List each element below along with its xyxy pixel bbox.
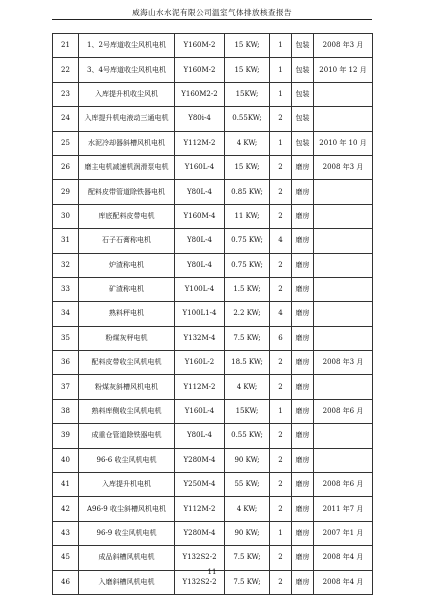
equipment-name-cell: 水泥冷却器斜槽风机电机 (79, 131, 175, 155)
model-cell: Y160L-4 (175, 155, 225, 179)
table-row (53, 351, 373, 375)
location-cell: 磨房 (292, 229, 314, 253)
row-number-cell: 41 (53, 473, 79, 497)
date-cell (314, 229, 373, 253)
power-cell: 4 KW; (225, 497, 270, 521)
row-number-cell: 42 (53, 497, 79, 521)
model-cell: Y280M-4 (175, 521, 225, 545)
table-row (53, 131, 373, 155)
date-cell: 2008 年3 月 (314, 351, 373, 375)
power-cell: 7.5 KW; (225, 570, 270, 594)
location-cell: 磨房 (292, 473, 314, 497)
table-row (53, 399, 373, 423)
quantity-cell: 2 (270, 351, 292, 375)
power-cell: 0.75 KW; (225, 229, 270, 253)
table-row (53, 253, 373, 277)
quantity-cell: 1 (270, 399, 292, 423)
table-row (53, 473, 373, 497)
quantity-cell: 4 (270, 229, 292, 253)
model-cell: Y160M-2 (175, 58, 225, 82)
power-cell: 0.55 KW; (225, 424, 270, 448)
date-cell: 2008 年4 月 (314, 546, 373, 570)
power-cell: 7.5 KW; (225, 326, 270, 350)
table-row (53, 375, 373, 399)
row-number-cell: 22 (53, 58, 79, 82)
table-row (53, 107, 373, 131)
equipment-name-cell: 矿渣称电机 (79, 277, 175, 301)
table-row (53, 82, 373, 106)
model-cell: Y100L-4 (175, 277, 225, 301)
equipment-name-cell: 磨主电机减速机润滑泵电机 (79, 155, 175, 179)
equipment-name-cell: 粉煤灰斜槽风机电机 (79, 375, 175, 399)
table-row (53, 229, 373, 253)
quantity-cell: 2 (270, 473, 292, 497)
quantity-cell: 2 (270, 546, 292, 570)
location-cell: 磨房 (292, 570, 314, 594)
row-number-cell: 25 (53, 131, 79, 155)
table-row (53, 277, 373, 301)
quantity-cell: 2 (270, 155, 292, 179)
date-cell (314, 326, 373, 350)
quantity-cell: 1 (270, 82, 292, 106)
date-cell (314, 375, 373, 399)
equipment-table-body (53, 34, 373, 595)
quantity-cell: 2 (270, 375, 292, 399)
quantity-cell: 1 (270, 131, 292, 155)
table-row (53, 448, 373, 472)
table-row (53, 302, 373, 326)
quantity-cell: 1 (270, 521, 292, 545)
row-number-cell: 32 (53, 253, 79, 277)
row-number-cell: 26 (53, 155, 79, 179)
quantity-cell: 2 (270, 180, 292, 204)
row-number-cell: 46 (53, 570, 79, 594)
row-number-cell: 29 (53, 180, 79, 204)
row-number-cell: 31 (53, 229, 79, 253)
location-cell: 磨房 (292, 497, 314, 521)
date-cell (314, 277, 373, 301)
quantity-cell: 6 (270, 326, 292, 350)
table-row (53, 34, 373, 58)
row-number-cell: 24 (53, 107, 79, 131)
equipment-name-cell: 粉煤灰秤电机 (79, 326, 175, 350)
date-cell (314, 204, 373, 228)
model-cell: Y80L-4 (175, 253, 225, 277)
row-number-cell: 33 (53, 277, 79, 301)
date-cell (314, 302, 373, 326)
quantity-cell: 2 (270, 107, 292, 131)
equipment-name-cell: 熟料秤电机 (79, 302, 175, 326)
model-cell: Y80L-4 (175, 424, 225, 448)
model-cell: Y100L1-4 (175, 302, 225, 326)
equipment-name-cell: 入磨斜槽风机电机 (79, 570, 175, 594)
row-number-cell: 21 (53, 34, 79, 58)
date-cell: 2007 年1 月 (314, 521, 373, 545)
location-cell: 磨房 (292, 302, 314, 326)
date-cell: 2008 年3 月 (314, 155, 373, 179)
equipment-name-cell: 96-6 收尘风机电机 (79, 448, 175, 472)
table-row (53, 521, 373, 545)
equipment-name-cell: 3、4号库道收尘风机电机 (79, 58, 175, 82)
table-row (53, 58, 373, 82)
equipment-name-cell: 库底配料皮带电机 (79, 204, 175, 228)
row-number-cell: 45 (53, 546, 79, 570)
power-cell: 11 KW; (225, 204, 270, 228)
table-row (53, 326, 373, 350)
date-cell: 2008 年6 月 (314, 473, 373, 497)
model-cell: Y112M-2 (175, 497, 225, 521)
model-cell: Y160M-4 (175, 204, 225, 228)
model-cell: Y280M-4 (175, 448, 225, 472)
row-number-cell: 38 (53, 399, 79, 423)
power-cell: 90 KW; (225, 448, 270, 472)
date-cell (314, 107, 373, 131)
location-cell: 包装 (292, 82, 314, 106)
location-cell: 磨房 (292, 204, 314, 228)
location-cell: 包装 (292, 107, 314, 131)
quantity-cell: 2 (270, 424, 292, 448)
location-cell: 磨房 (292, 448, 314, 472)
row-number-cell: 43 (53, 521, 79, 545)
power-cell: 2.2 KW; (225, 302, 270, 326)
power-cell: 4 KW; (225, 375, 270, 399)
row-number-cell: 36 (53, 351, 79, 375)
date-cell: 2010 年 10 月 (314, 131, 373, 155)
date-cell (314, 82, 373, 106)
quantity-cell: 2 (270, 448, 292, 472)
date-cell (314, 253, 373, 277)
location-cell: 磨房 (292, 253, 314, 277)
quantity-cell: 2 (270, 277, 292, 301)
model-cell: Y112M-2 (175, 375, 225, 399)
model-cell: Y80L-4 (175, 229, 225, 253)
location-cell: 磨房 (292, 521, 314, 545)
row-number-cell: 37 (53, 375, 79, 399)
row-number-cell: 23 (53, 82, 79, 106)
equipment-name-cell: 成品斜槽风机电机 (79, 546, 175, 570)
table-row (53, 546, 373, 570)
location-cell: 磨房 (292, 546, 314, 570)
report-header: 威海山水水泥有限公司温室气体排放核查报告 (132, 8, 292, 17)
date-cell (314, 424, 373, 448)
table-row (53, 180, 373, 204)
equipment-name-cell: 石子石膏称电机 (79, 229, 175, 253)
model-cell: Y132S2-2 (175, 546, 225, 570)
model-cell: Y160M2-2 (175, 82, 225, 106)
row-number-cell: 39 (53, 424, 79, 448)
model-cell: Y160L-4 (175, 399, 225, 423)
power-cell: 0.75 KW; (225, 253, 270, 277)
location-cell: 包装 (292, 58, 314, 82)
power-cell: 7.5 KW; (225, 546, 270, 570)
power-cell: 15 KW; (225, 155, 270, 179)
quantity-cell: 2 (270, 497, 292, 521)
location-cell: 磨房 (292, 277, 314, 301)
row-number-cell: 40 (53, 448, 79, 472)
quantity-cell: 1 (270, 58, 292, 82)
date-cell: 2008 年6 月 (314, 399, 373, 423)
date-cell: 2008 年3 月 (314, 34, 373, 58)
row-number-cell: 34 (53, 302, 79, 326)
power-cell: 4 KW; (225, 131, 270, 155)
page-number: 11 (207, 568, 217, 576)
location-cell: 磨房 (292, 375, 314, 399)
quantity-cell: 2 (270, 253, 292, 277)
location-cell: 包装 (292, 34, 314, 58)
power-cell: 1.5 KW; (225, 277, 270, 301)
equipment-name-cell: 入库提升机电液动三通电机 (79, 107, 175, 131)
equipment-table (52, 33, 373, 595)
date-cell: 2008 年4 月 (314, 570, 373, 594)
model-cell: Y132S2-2 (175, 570, 225, 594)
equipment-name-cell: 配料皮带管道除铁器电机 (79, 180, 175, 204)
location-cell: 包装 (292, 131, 314, 155)
quantity-cell: 2 (270, 570, 292, 594)
power-cell: 15KW; (225, 399, 270, 423)
table-row (53, 204, 373, 228)
model-cell: Y80i-4 (175, 107, 225, 131)
power-cell: 15 KW; (225, 34, 270, 58)
equipment-name-cell: 熟料库侧收尘风机电机 (79, 399, 175, 423)
model-cell: Y160L-2 (175, 351, 225, 375)
power-cell: 18.5 KW; (225, 351, 270, 375)
power-cell: 0.85 KW; (225, 180, 270, 204)
equipment-name-cell: 入库提升机收尘风机 (79, 82, 175, 106)
date-cell (314, 448, 373, 472)
model-cell: Y132M-4 (175, 326, 225, 350)
row-number-cell: 35 (53, 326, 79, 350)
location-cell: 磨房 (292, 155, 314, 179)
location-cell: 磨房 (292, 424, 314, 448)
table-row (53, 424, 373, 448)
quantity-cell: 4 (270, 302, 292, 326)
date-cell: 2010 年 12 月 (314, 58, 373, 82)
quantity-cell: 1 (270, 34, 292, 58)
header-rule (52, 19, 372, 20)
equipment-name-cell: 入库提升机电机 (79, 473, 175, 497)
quantity-cell: 2 (270, 204, 292, 228)
date-cell: 2011 年7 月 (314, 497, 373, 521)
equipment-name-cell: 炉渣称电机 (79, 253, 175, 277)
power-cell: 15KW; (225, 82, 270, 106)
equipment-name-cell: A96-9 收尘斜槽风机电机 (79, 497, 175, 521)
location-cell: 磨房 (292, 180, 314, 204)
power-cell: 55 KW; (225, 473, 270, 497)
table-row (53, 497, 373, 521)
power-cell: 0.55KW; (225, 107, 270, 131)
model-cell: Y80L-4 (175, 180, 225, 204)
equipment-name-cell: 1、2号库道收尘风机电机 (79, 34, 175, 58)
model-cell: Y160M-2 (175, 34, 225, 58)
location-cell: 磨房 (292, 399, 314, 423)
power-cell: 15 KW; (225, 58, 270, 82)
row-number-cell: 30 (53, 204, 79, 228)
equipment-name-cell: 配料皮带收尘风机电机 (79, 351, 175, 375)
power-cell: 90 KW; (225, 521, 270, 545)
model-cell: Y112M-2 (175, 131, 225, 155)
equipment-name-cell: 96-9 收尘风机电机 (79, 521, 175, 545)
model-cell: Y250M-4 (175, 473, 225, 497)
location-cell: 磨房 (292, 351, 314, 375)
table-row (53, 155, 373, 179)
equipment-name-cell: 成重仓管道除铁器电机 (79, 424, 175, 448)
location-cell: 磨房 (292, 326, 314, 350)
date-cell (314, 180, 373, 204)
